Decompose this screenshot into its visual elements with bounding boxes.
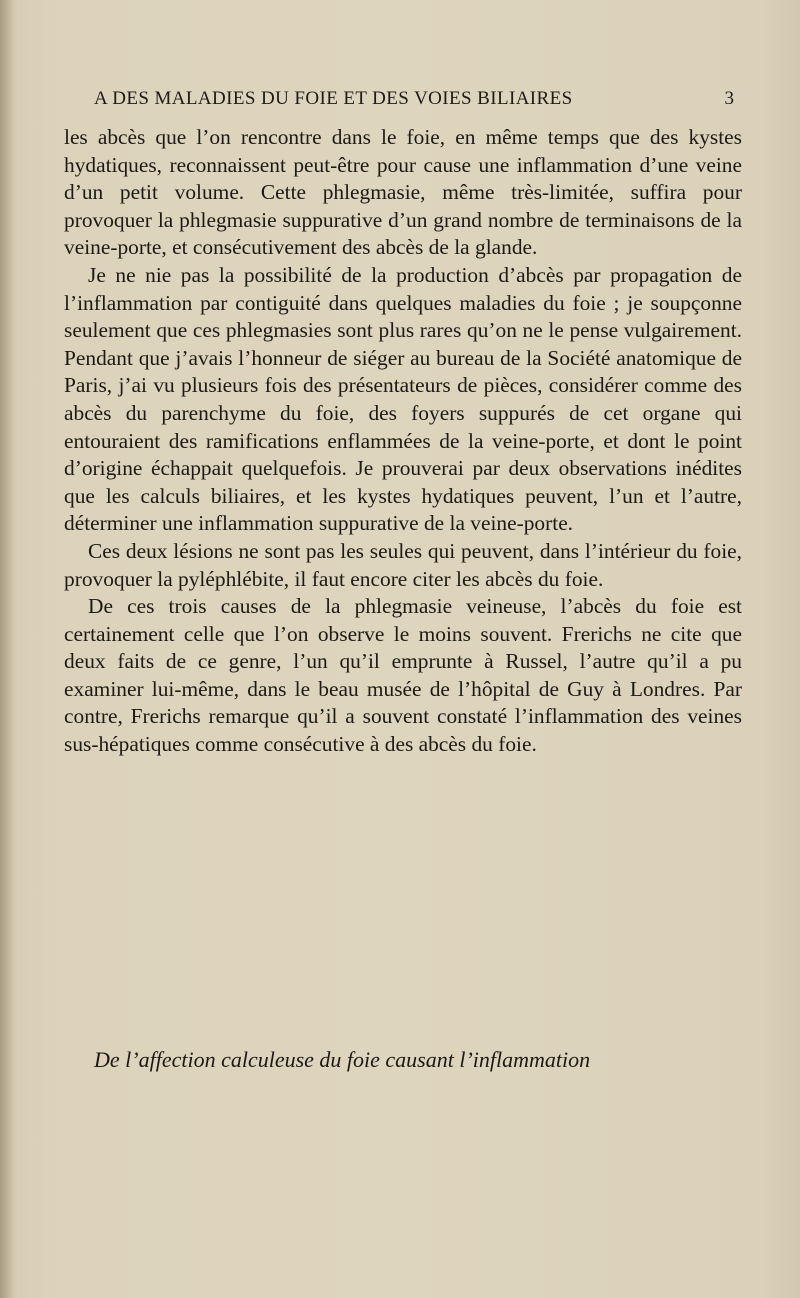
running-head [94, 88, 734, 118]
paragraph-2: Je ne nie pas la possibilité de la production d’abcès par propagation de l’inflammation par contiguité dans quelques maladies du foie ; je soupçonne seulement que ces phlegmasies sont plus rares qu’on ne le pense vulgairement. Pendant que j’avais l’honneur de siéger au bureau de la Société anatomique de Paris, j’ai vu plusieurs fois des présentateurs de pièces, considérer comme des abcès du parenchyme du foie, des foyers suppurés de cet organe qui entouraient des ramifications enflammées de la veine-porte, et dont le point d’origine échappait quelquefois. Je prouverai par deux observations inédites que les calculs biliaires, et les kystes hydatiques peuvent, l’un et l’autre, déterminer une inflammation suppurative de la veine-porte. [64, 262, 742, 536]
body-text [64, 124, 742, 759]
paragraph-1: les abcès que l’on rencontre dans le foie, en même temps que des kystes hydatiques, reconnaissent peut-être pour cause une inflammation d’une veine d’un petit volume. Cette phlegmasie, même très-limitée, suffira pour provoquer la phlegmasie suppurative d’un grand nombre de terminaisons de la veine-porte, et consécutivement des abcès de la glande. [64, 125, 742, 260]
page-number: 3 [724, 88, 734, 109]
paragraph-3: Ces deux lésions ne sont pas les seules qui peuvent, dans l’intérieur du foie, provoquer la pyléphlébite, il faut encore citer les abcès du foie. [64, 538, 742, 591]
paragraph-4: De ces trois causes de la phlegmasie veineuse, l’abcès du foie est certainement celle que l’on observe le moins souvent. Frerichs ne cite que deux faits de ce genre, l’un qu’il emprunte à Russel, l’autre qu’il a pu examiner lui-même, dans le beau musée de l’hôpital de Guy à Londres. Par contre, Frerichs remarque qu’il a souvent constaté l’inflammation des veines sus-hépatiques comme consécutive à des abcès du foie. [64, 594, 742, 757]
binding-gutter [0, 0, 14, 1298]
running-title: A DES MALADIES DU FOIE ET DES VOIES BILIAIRES [94, 88, 573, 109]
section-heading: De l’affection calculeuse du foie causant l’inflammation [94, 1047, 591, 1072]
